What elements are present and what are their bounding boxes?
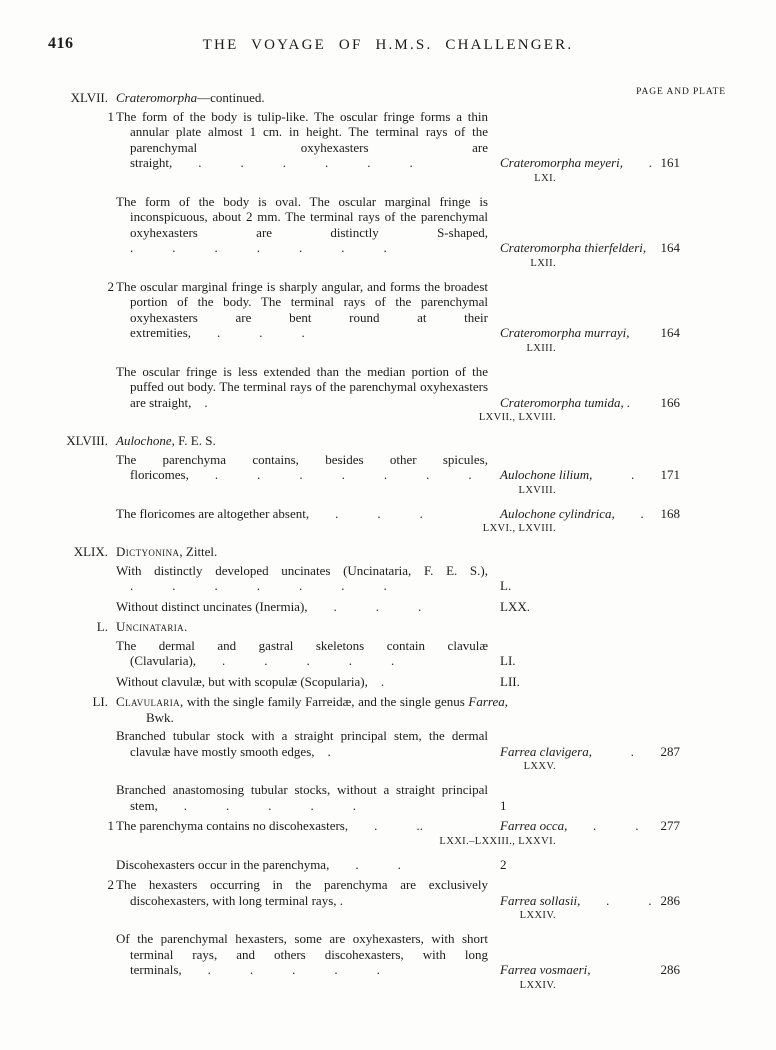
item-number: 2 (107, 278, 114, 294)
key-item-row (0, 818, 680, 834)
key-item (0, 931, 680, 992)
section-title-segment: Dictyonina (116, 544, 180, 559)
item-number: 2 (107, 877, 114, 892)
cross-reference: 1 (500, 797, 507, 813)
species-name: Crateromorpha thierfelderi, (500, 240, 647, 255)
key-item-row (0, 877, 680, 908)
key-item (0, 599, 680, 615)
running-title: THE VOYAGE OF H.M.S. CHALLENGER. (202, 37, 574, 53)
key-item-row (0, 452, 680, 483)
section-title-segment: Crateromorpha (116, 90, 198, 105)
section-row (0, 90, 680, 106)
key-item (0, 782, 680, 813)
key-item (0, 194, 680, 270)
item-description: Branched tubular stock with a straight principal stem, the dermal clavulæ have mostly smooth edges, . (116, 728, 488, 759)
section-title-segment: —continued. (197, 90, 265, 105)
section-row (0, 544, 680, 560)
section-title (116, 694, 508, 725)
section-title-segment: Clavularia (116, 694, 181, 709)
key-item (0, 728, 680, 773)
species-name: Farrea clavigera, . (500, 743, 635, 759)
section-title (116, 544, 508, 560)
page-ref: 286 (660, 892, 680, 908)
item-description: The parenchyma contains, besides other spicules, floricomes, . . . . . . . (116, 451, 488, 482)
key-item-row (0, 194, 680, 256)
item-description: The parenchyma contains no discohexasters, . .. (116, 818, 423, 833)
section-title-segment: Uncinataria. (116, 619, 188, 634)
key-item-row (0, 109, 680, 171)
species-name: Farrea vosmaeri, (500, 962, 591, 977)
key-item-row (0, 857, 680, 873)
species-name: Crateromorpha meyeri, . (500, 155, 653, 170)
item-description: Without clavulæ, but with scopulæ (Scopularia), . (116, 673, 385, 689)
page-ref: 161 (660, 155, 680, 170)
section-title (116, 433, 508, 449)
item-description: The oscular fringe is less extended than the median portion of the puffed out body. The terminal rays of the parenchymal oxyhexasters are straight, . (116, 363, 488, 410)
section-number: L. (96, 619, 108, 634)
key-item-row (0, 599, 680, 615)
section-title-segment: , Bwk. (146, 694, 508, 725)
key-item-row (0, 279, 680, 341)
plate-ref: LXI. (534, 172, 556, 184)
key-item (0, 452, 680, 497)
item-number: 1 (107, 818, 114, 833)
section-title-segment: , F. E. S. (171, 433, 216, 448)
page-ref: 166 (660, 394, 680, 410)
page-ref: 168 (660, 505, 680, 521)
plate-ref: LXXI.–LXXIII., LXXVI. (439, 835, 556, 847)
species-name: Crateromorpha murrayi, (500, 325, 630, 340)
item-description: The floricomes are altogether absent, . . . (116, 505, 423, 521)
key-item (0, 364, 680, 425)
key-item (0, 674, 680, 690)
item-description: Of the parenchymal hexasters, some are oxyhexasters, with short terminal rays, and others discohexasters, with long terminals, . . . . . (116, 931, 488, 977)
section-row (0, 694, 680, 725)
item-description: The hexasters occurring in the parenchyma are exclusively discohexasters, with long terminal rays, . (116, 877, 488, 908)
page-header (0, 0, 776, 56)
key-item-row (0, 563, 680, 594)
species-name: Aulochone cylindrica, . (500, 505, 645, 521)
plate-ref: LXXIV. (519, 910, 556, 921)
item-description: The dermal and gastral skeletons contain clavulæ (Clavularia), . . . . . (116, 637, 488, 668)
plate-ref: LXVIII. (518, 484, 556, 496)
page-ref: 164 (660, 240, 680, 255)
page-ref: 287 (660, 743, 680, 759)
page-ref: 171 (660, 467, 680, 482)
key-item (0, 109, 680, 185)
key-item-row (0, 506, 680, 522)
key-item-row (0, 931, 680, 978)
section-title (116, 90, 508, 106)
item-description: The form of the body is oval. The oscular marginal fringe is inconspicuous, about 2 mm. The terminal rays of the parenchymal oxyhexasters are distinctly S-shaped, . . . . . . . (116, 193, 488, 255)
key-item (0, 563, 680, 594)
cross-reference: LI. (500, 653, 516, 668)
taxonomic-key (0, 90, 776, 992)
plate-ref: LXII. (530, 257, 556, 269)
key-item-row (0, 782, 680, 813)
key-item (0, 506, 680, 536)
section-title-segment: , Zittel. (179, 544, 218, 559)
cross-reference: L. (500, 578, 512, 593)
cross-reference: 2 (500, 856, 507, 872)
page-ref: 286 (660, 962, 680, 977)
section-title-segment: , with the single family Farreidæ, and the single genus (180, 694, 469, 709)
section-number: LI. (92, 694, 108, 709)
page-ref: 164 (660, 325, 680, 340)
item-number: 1 (107, 108, 114, 124)
section-title (116, 619, 508, 635)
key-item-row (0, 728, 680, 759)
key-item-row (0, 674, 680, 690)
section-number: XLIX. (73, 544, 108, 559)
cross-reference: LII. (500, 673, 520, 689)
plate-ref: LXVII., LXVIII. (478, 412, 556, 423)
plate-ref: LXVI., LXVIII. (482, 523, 556, 534)
section-number: XLVII. (70, 90, 108, 105)
page-ref: 277 (660, 818, 680, 833)
key-item (0, 877, 680, 922)
key-item (0, 818, 680, 848)
species-name: Aulochone lilium, . (500, 467, 635, 482)
key-item (0, 638, 680, 669)
section-title-segment: Farrea (468, 694, 505, 709)
key-item-row (0, 638, 680, 669)
item-description: Branched anastomosing tubular stocks, without a straight principal stem, . . . . . (116, 782, 488, 813)
key-item (0, 857, 680, 873)
page-and-plate-column-header: PAGE AND PLATE (636, 87, 726, 97)
item-description: Discohexasters occur in the parenchyma, . . (116, 856, 401, 872)
page-number: 416 (48, 35, 74, 52)
section-title-segment: Aulochone (116, 433, 172, 448)
key-item (0, 279, 680, 355)
cross-reference: LXX. (500, 598, 530, 614)
item-description: Without distinct uncinates (Inermia), . . . (116, 598, 422, 614)
item-description: The oscular marginal fringe is sharply angular, and forms the broadest portion of the body. The terminal rays of the parenchymal oxyhexasters are bent round at their extremities, . . . (116, 278, 488, 340)
plate-ref: LXXV. (523, 761, 556, 772)
section-row (0, 433, 680, 449)
plate-ref: LXIII. (526, 342, 556, 354)
plate-ref: LXXIV. (519, 979, 556, 991)
section-row (0, 619, 680, 635)
item-description: With distinctly developed uncinates (Uncinataria, F. E. S.), . . . . . . . (116, 562, 488, 593)
item-description: The form of the body is tulip-like. The oscular fringe forms a thin annular plate almost 1 cm. in height. The terminal rays of the parenchymal oxyhexasters are straight, . . . . . . (116, 108, 488, 170)
species-name: Farrea occa, . . (500, 818, 639, 833)
species-name: Crateromorpha tumida, . (500, 394, 631, 410)
key-item-row (0, 364, 680, 411)
section-number: XLVIII. (66, 433, 108, 448)
species-name: Farrea sollasii, . . (500, 892, 652, 908)
